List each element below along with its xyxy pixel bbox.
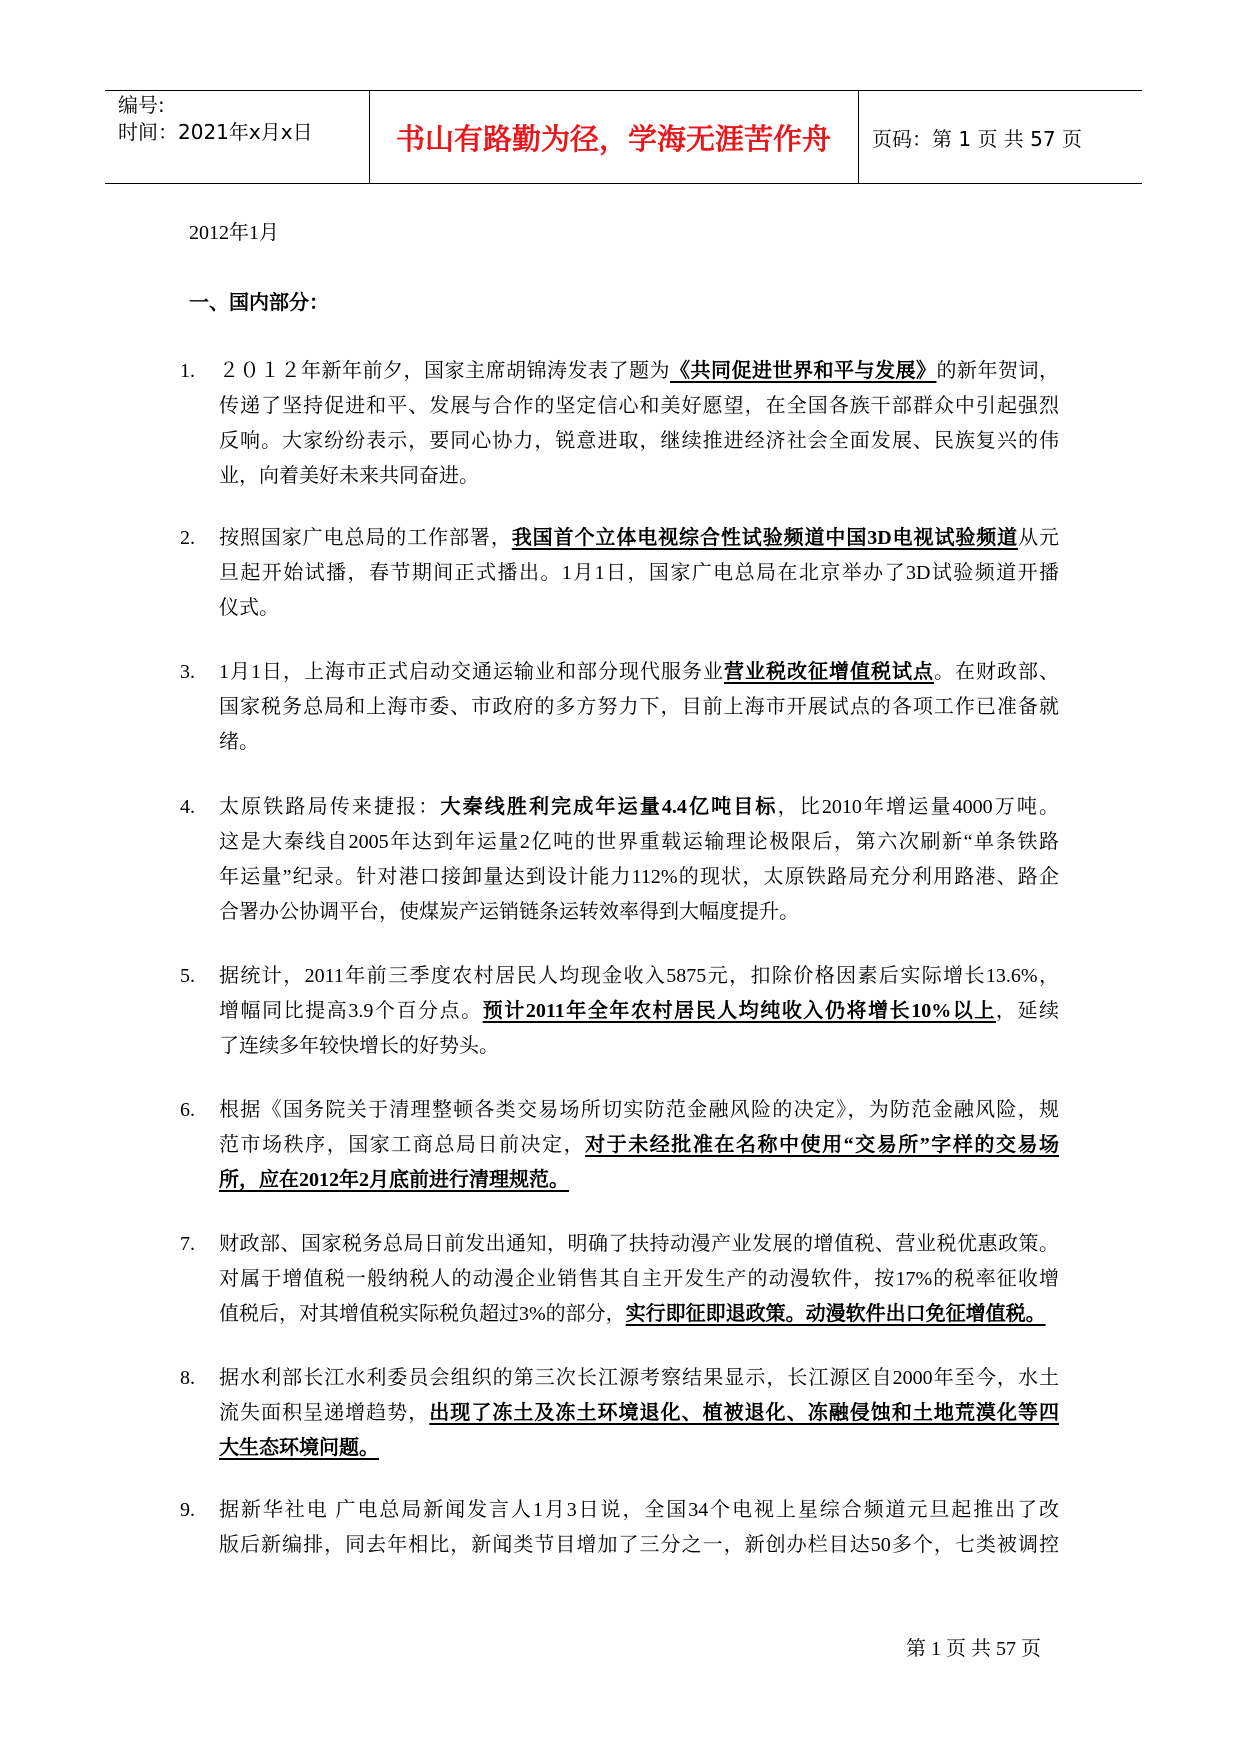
body-text: 太原铁路局传来捷报： bbox=[219, 796, 441, 818]
body-text: 根据《国务院关于清理整顿各类交易场所切实防范金融风险的决定》，为防范金融风险，规 bbox=[219, 1099, 1059, 1121]
body-text: 1月1日，上海市正式启动交通运输业和部分现代服务业 bbox=[219, 661, 724, 683]
body-text: 据新华社电 广电总局新闻发言人1月3日说，全国34个电视上星综合频道元旦起推出了改 bbox=[219, 1499, 1059, 1521]
item-line bbox=[219, 825, 1059, 860]
item-number: 1. bbox=[180, 360, 195, 382]
item-line bbox=[219, 790, 1059, 825]
document-number-label: 编号: bbox=[118, 93, 165, 117]
body-text: 年运量”纪录。针对港口接卸量达到设计能力112%的现状，太原铁路局充分利用路港、路企 bbox=[219, 866, 1059, 888]
body-text: ，延续 bbox=[995, 1000, 1060, 1022]
body-text: 对属于增值税一般纳税人的动漫企业销售其自主开发生产的动漫软件，按17%的税率征收增 bbox=[219, 1268, 1059, 1290]
item-number: 7. bbox=[180, 1233, 195, 1255]
body-text: 值税后，对其增值税实际税负超过3%的部分， bbox=[219, 1303, 626, 1325]
body-text: 范市场秩序，国家工商总局日前决定， bbox=[219, 1134, 586, 1156]
item-line bbox=[219, 959, 1059, 994]
item-text bbox=[219, 1493, 1059, 1563]
item-number: 3. bbox=[180, 661, 195, 683]
item-text bbox=[219, 790, 1059, 930]
item-line bbox=[219, 690, 1059, 725]
emphasis-text: 大秦线胜利完成年运量4.4亿吨目标 bbox=[440, 796, 778, 818]
body-text: 据水利部长江水利委员会组织的第三次长江源考察结果显示，长江源区自2000年至今，水土 bbox=[219, 1367, 1059, 1389]
body-text: 了连续多年较快增长的好势头。 bbox=[219, 1035, 499, 1057]
item-number: 8. bbox=[180, 1367, 195, 1389]
item-number: 6. bbox=[180, 1099, 195, 1121]
item-line bbox=[219, 1093, 1059, 1128]
item-line bbox=[219, 1396, 1059, 1431]
emphasis-text: 实行即征即退政策。动漫软件出口免征增值税。 bbox=[625, 1303, 1046, 1325]
item-line bbox=[219, 1262, 1059, 1297]
header-motto-cell bbox=[369, 91, 859, 183]
item-line bbox=[219, 1528, 1059, 1563]
body-text: 流失面积呈递增趋势， bbox=[219, 1402, 430, 1424]
item-line bbox=[219, 1431, 1059, 1466]
body-text: 的新年贺词， bbox=[936, 360, 1059, 382]
page-footer: 第 1 页 共 57 页 bbox=[906, 1638, 1041, 1660]
body-text: ，比2010年增运量4000万吨。 bbox=[777, 796, 1060, 818]
item-line bbox=[219, 459, 1059, 494]
item-text bbox=[219, 521, 1059, 626]
header-page-info: 页码：第 1 页 共 57 页 bbox=[872, 126, 1082, 151]
body-text: 这是大秦线自2005年达到年运量2亿吨的世界重载运输理论极限后，第六次刷新“单条铁路 bbox=[219, 831, 1059, 853]
body-text: 据统计，2011年前三季度农村居民人均现金收入5875元，扣除价格因素后实际增长13.6%， bbox=[219, 965, 1059, 987]
body-text: 旦起开始试播，春节期间正式播出。1月1日，国家广电总局在北京举办了3D试验频道开播 bbox=[219, 562, 1059, 584]
item-text bbox=[219, 959, 1059, 1064]
item-line bbox=[219, 895, 1059, 930]
item-number: 5. bbox=[180, 965, 195, 987]
body-text: 业，向着美好未来共同奋进。 bbox=[219, 465, 479, 487]
item-line bbox=[219, 860, 1059, 895]
body-text: 国家税务总局和上海市委、市政府的多方努力下，目前上海市开展试点的各项工作已准备就 bbox=[219, 696, 1059, 718]
body-text: ２０１２年新年前夕，国家主席胡锦涛发表了题为 bbox=[219, 360, 670, 382]
item-line bbox=[219, 591, 1059, 626]
item-line bbox=[219, 354, 1059, 389]
item-text bbox=[219, 655, 1059, 760]
emphasis-text: 我国首个立体电视综合性试验频道中国3D电视试验频道 bbox=[511, 527, 1019, 549]
emphasis-text: 所，应在2012年2月底前进行清理规范。 bbox=[219, 1169, 569, 1191]
emphasis-text: 营业税改征增值税试点 bbox=[724, 661, 934, 683]
item-number: 4. bbox=[180, 796, 195, 818]
item-line bbox=[219, 1163, 1059, 1198]
emphasis-text: 大生态环境问题。 bbox=[219, 1437, 379, 1459]
item-line bbox=[219, 725, 1059, 760]
body-text: 反响。大家纷纷表示，要同心协力，锐意进取，继续推进经济社会全面发展、民族复兴的伟 bbox=[219, 430, 1059, 452]
item-line bbox=[219, 556, 1059, 591]
body-text: 增幅同比提高3.9个百分点。 bbox=[219, 1000, 483, 1022]
item-line bbox=[219, 521, 1059, 556]
header-motto: 书山有路勤为径，学海无涯苦作舟 bbox=[395, 121, 831, 156]
item-line bbox=[219, 655, 1059, 690]
item-number: 9. bbox=[180, 1499, 195, 1521]
item-line bbox=[219, 389, 1059, 424]
item-line bbox=[219, 1493, 1059, 1528]
body-text: 按照国家广电总局的工作部署， bbox=[219, 527, 512, 549]
item-text bbox=[219, 354, 1059, 494]
page-header bbox=[105, 90, 1142, 184]
body-text: 绪。 bbox=[219, 731, 259, 753]
item-line bbox=[219, 1227, 1059, 1262]
item-line bbox=[219, 994, 1059, 1029]
body-text: 。在财政部、 bbox=[934, 661, 1059, 683]
item-line bbox=[219, 1029, 1059, 1064]
emphasis-text: 预计2011年全年农村居民人均纯收入仍将增长10%以上 bbox=[482, 1000, 996, 1022]
body-text: 财政部、国家税务总局日前发出通知，明确了扶持动漫产业发展的增值税、营业税优惠政策。 bbox=[219, 1233, 1059, 1255]
header-info-cell bbox=[105, 91, 370, 183]
section-heading: 一、国内部分： bbox=[189, 292, 329, 314]
item-line bbox=[219, 424, 1059, 459]
item-text bbox=[219, 1227, 1059, 1332]
body-text: 版后新编排，同去年相比，新闻类节目增加了三分之一，新创办栏目达50多个，七类被调控 bbox=[219, 1534, 1059, 1556]
item-line bbox=[219, 1128, 1059, 1163]
item-number: 2. bbox=[180, 527, 195, 549]
date-heading: 2012年1月 bbox=[189, 222, 279, 244]
item-line bbox=[219, 1297, 1059, 1332]
document-time-label: 时间：2021年x月x日 bbox=[118, 120, 313, 144]
body-text: 传递了坚持促进和平、发展与合作的坚定信心和美好愿望，在全国各族干部群众中引起强烈 bbox=[219, 395, 1059, 417]
item-line bbox=[219, 1361, 1059, 1396]
body-text: 仪式。 bbox=[219, 597, 279, 619]
item-text bbox=[219, 1093, 1059, 1198]
emphasis-text: 出现了冻土及冻土环境退化、植被退化、冻融侵蚀和土地荒漠化等四 bbox=[429, 1402, 1060, 1424]
emphasis-text: 《共同促进世界和平与发展》 bbox=[670, 360, 937, 382]
item-text bbox=[219, 1361, 1059, 1466]
body-text: 合署办公协调平台，使煤炭产运销链条运转效率得到大幅度提升。 bbox=[219, 901, 799, 923]
emphasis-text: 对于未经批准在名称中使用“交易所”字样的交易场 bbox=[585, 1134, 1060, 1156]
body-text: 从元 bbox=[1018, 527, 1060, 549]
